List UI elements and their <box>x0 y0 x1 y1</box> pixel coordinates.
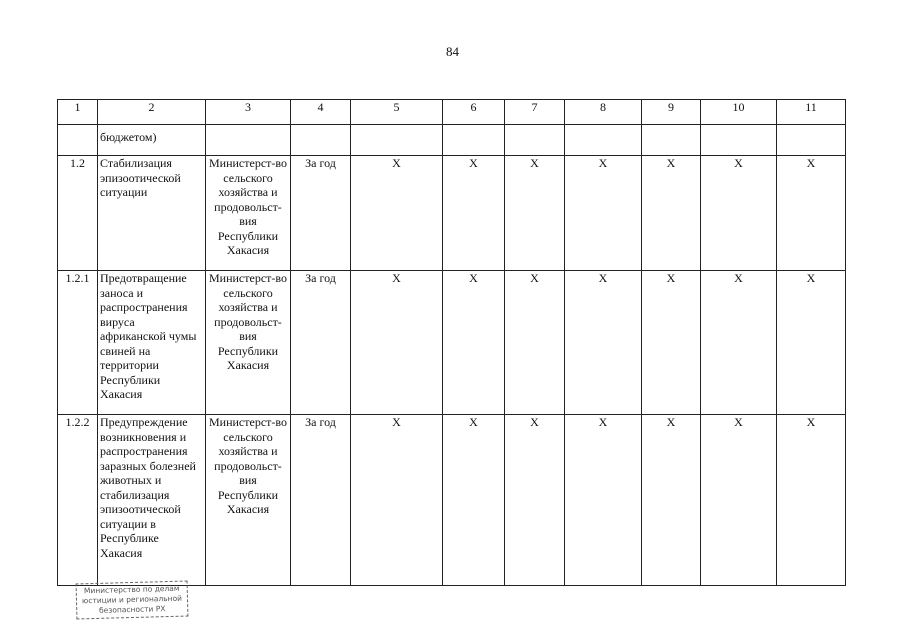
table-cell <box>777 125 846 156</box>
header-cell: 9 <box>642 100 701 125</box>
header-cell: 3 <box>206 100 291 125</box>
table-cell-name: бюджетом) <box>98 125 206 156</box>
row-value: Х <box>642 156 701 271</box>
row-value: Х <box>443 271 505 415</box>
row-value: Х <box>777 271 846 415</box>
header-cell: 10 <box>701 100 777 125</box>
header-cell: 7 <box>505 100 565 125</box>
row-value: Х <box>351 415 443 586</box>
row-value: Х <box>777 415 846 586</box>
row-number: 1.2 <box>58 156 98 271</box>
header-cell: 8 <box>565 100 642 125</box>
document-table <box>57 99 846 586</box>
row-value: Х <box>701 271 777 415</box>
row-name: Предотвращение заноса и распространения вируса африканской чумы свиней на территории Республики Хакасия <box>98 271 206 415</box>
header-cell: 6 <box>443 100 505 125</box>
header-cell: 2 <box>98 100 206 125</box>
stamp-line: безопасности РХ <box>98 604 166 615</box>
row-value: Х <box>565 271 642 415</box>
table-cell <box>351 125 443 156</box>
row-value: Х <box>642 271 701 415</box>
row-name: Предупреждение возникновения и распространения заразных болезней животных и стабилизация эпизоотической ситуации в Республике Хакасия <box>98 415 206 586</box>
header-cell: 4 <box>291 100 351 125</box>
header-cell: 11 <box>777 100 846 125</box>
table-header-row <box>58 100 846 125</box>
table-cell <box>206 125 291 156</box>
table-cell <box>701 125 777 156</box>
row-number: 1.2.1 <box>58 271 98 415</box>
table-row <box>58 156 846 271</box>
header-cell: 5 <box>351 100 443 125</box>
row-number: 1.2.2 <box>58 415 98 586</box>
header-cell: 1 <box>58 100 98 125</box>
row-value: Х <box>642 415 701 586</box>
registration-stamp <box>76 581 189 620</box>
row-period: За год <box>291 156 351 271</box>
row-value: Х <box>443 156 505 271</box>
row-executor: Министерст-во сельского хозяйства и продовольст-вия Республики Хакасия <box>206 156 291 271</box>
row-executor: Министерст-во сельского хозяйства и продовольст-вия Республики Хакасия <box>206 271 291 415</box>
table-cell <box>443 125 505 156</box>
table-cell <box>565 125 642 156</box>
table-row <box>58 271 846 415</box>
row-value: Х <box>565 156 642 271</box>
row-value: Х <box>777 156 846 271</box>
row-value: Х <box>351 271 443 415</box>
row-period: За год <box>291 271 351 415</box>
row-value: Х <box>443 415 505 586</box>
table-cell <box>505 125 565 156</box>
row-name: Стабилизация эпизоотической ситуации <box>98 156 206 271</box>
row-value: Х <box>701 156 777 271</box>
stamp-line: юстиции и региональной <box>81 593 183 606</box>
stamp-line: Министерство по делам <box>83 583 180 596</box>
table-row <box>58 415 846 586</box>
row-period: За год <box>291 415 351 586</box>
row-value: Х <box>351 156 443 271</box>
page-number: 84 <box>446 44 459 59</box>
table-cell <box>58 125 98 156</box>
row-value: Х <box>701 415 777 586</box>
table-cell <box>642 125 701 156</box>
row-executor: Министерст-во сельского хозяйства и продовольст-вия Республики Хакасия <box>206 415 291 586</box>
row-value: Х <box>505 415 565 586</box>
row-value: Х <box>505 156 565 271</box>
row-value: Х <box>565 415 642 586</box>
table-cell <box>291 125 351 156</box>
row-value: Х <box>505 271 565 415</box>
table-row-continuation <box>58 125 846 156</box>
